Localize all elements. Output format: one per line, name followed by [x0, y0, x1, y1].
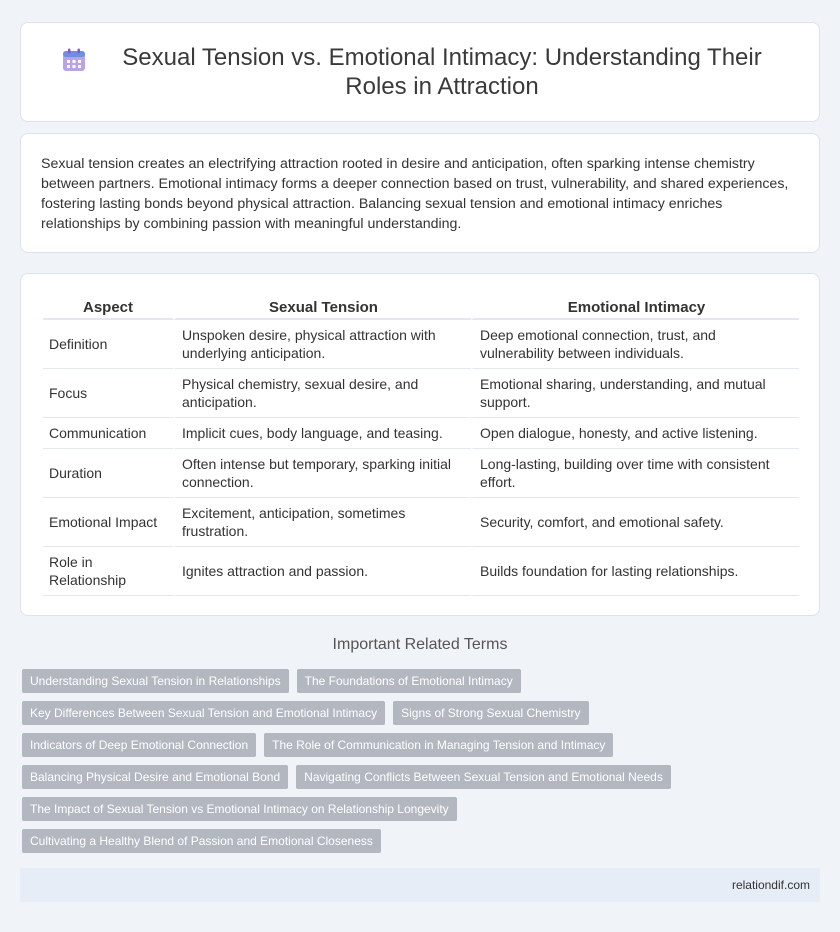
cell-sexual-tension: Physical chemistry, sexual desire, and anticipation.	[173, 369, 471, 418]
intro-text: Sexual tension creates an electrifying attraction rooted in desire and anticipation, often sparking intense chemistry between partners. Emotional intimacy forms a deeper connection based on trust, vulnerability, and shared experiences, fostering lasting bonds beyond physical attraction. Balancing sexual tension and emotional intimacy enriches relationships by combining passion with meaningful understanding.	[41, 156, 789, 232]
related-term-tag[interactable]: The Role of Communication in Managing Tension and Intimacy	[264, 733, 613, 757]
related-term-tag[interactable]: Signs of Strong Sexual Chemistry	[393, 701, 588, 725]
related-term-tag[interactable]: Indicators of Deep Emotional Connection	[22, 733, 256, 757]
cell-aspect: Duration	[43, 449, 173, 498]
cell-aspect: Communication	[43, 418, 173, 449]
cell-aspect: Emotional Impact	[43, 498, 173, 547]
cell-aspect: Definition	[43, 320, 173, 369]
table-row	[43, 369, 799, 418]
related-term-tag[interactable]: Understanding Sexual Tension in Relationships	[22, 669, 289, 693]
cell-sexual-tension: Often intense but temporary, sparking initial connection.	[173, 449, 471, 498]
cell-sexual-tension: Implicit cues, body language, and teasing.	[173, 418, 471, 449]
page-title: Sexual Tension vs. Emotional Intimacy: Understanding Their Roles in Attraction	[122, 44, 762, 100]
related-term-tag[interactable]: Navigating Conflicts Between Sexual Tension and Emotional Needs	[296, 765, 671, 789]
comparison-card	[20, 273, 820, 616]
cell-emotional-intimacy: Long-lasting, building over time with consistent effort.	[471, 449, 799, 498]
cell-emotional-intimacy: Builds foundation for lasting relationships.	[471, 547, 799, 596]
table-row	[43, 418, 799, 449]
related-terms-title: Important Related Terms	[332, 636, 508, 653]
table-header-row	[43, 294, 799, 320]
calendar-icon	[61, 47, 87, 73]
table-row	[43, 320, 799, 369]
comparison-table	[43, 294, 799, 596]
related-term-tag[interactable]: The Impact of Sexual Tension vs Emotional Intimacy on Relationship Longevity	[22, 797, 457, 821]
cell-sexual-tension: Unspoken desire, physical attraction with underlying anticipation.	[173, 320, 471, 369]
cell-emotional-intimacy: Emotional sharing, understanding, and mutual support.	[471, 369, 799, 418]
header	[61, 43, 779, 101]
table-row	[43, 547, 799, 596]
table-row	[43, 498, 799, 547]
intro-card	[20, 133, 820, 253]
cell-emotional-intimacy: Open dialogue, honesty, and active listening.	[471, 418, 799, 449]
related-term-tag[interactable]: Cultivating a Healthy Blend of Passion and Emotional Closeness	[22, 829, 381, 853]
cell-sexual-tension: Excitement, anticipation, sometimes frustration.	[173, 498, 471, 547]
header-card	[20, 22, 820, 122]
cell-sexual-tension: Ignites attraction and passion.	[173, 547, 471, 596]
related-term-tag[interactable]: Key Differences Between Sexual Tension and Emotional Intimacy	[22, 701, 385, 725]
related-term-tag[interactable]: Balancing Physical Desire and Emotional Bond	[22, 765, 288, 789]
footer-site-link[interactable]: relationdif.com	[731, 878, 810, 892]
footer	[20, 868, 820, 902]
related-term-tag[interactable]: The Foundations of Emotional Intimacy	[297, 669, 521, 693]
cell-aspect: Focus	[43, 369, 173, 418]
table-row	[43, 449, 799, 498]
related-terms-list	[22, 669, 822, 861]
cell-aspect: Role in Relationship	[43, 547, 173, 596]
header-emotional-intimacy: Emotional Intimacy	[471, 294, 799, 320]
header-sexual-tension: Sexual Tension	[173, 294, 471, 320]
header-aspect: Aspect	[43, 294, 173, 320]
cell-emotional-intimacy: Security, comfort, and emotional safety.	[471, 498, 799, 547]
cell-emotional-intimacy: Deep emotional connection, trust, and vulnerability between individuals.	[471, 320, 799, 369]
